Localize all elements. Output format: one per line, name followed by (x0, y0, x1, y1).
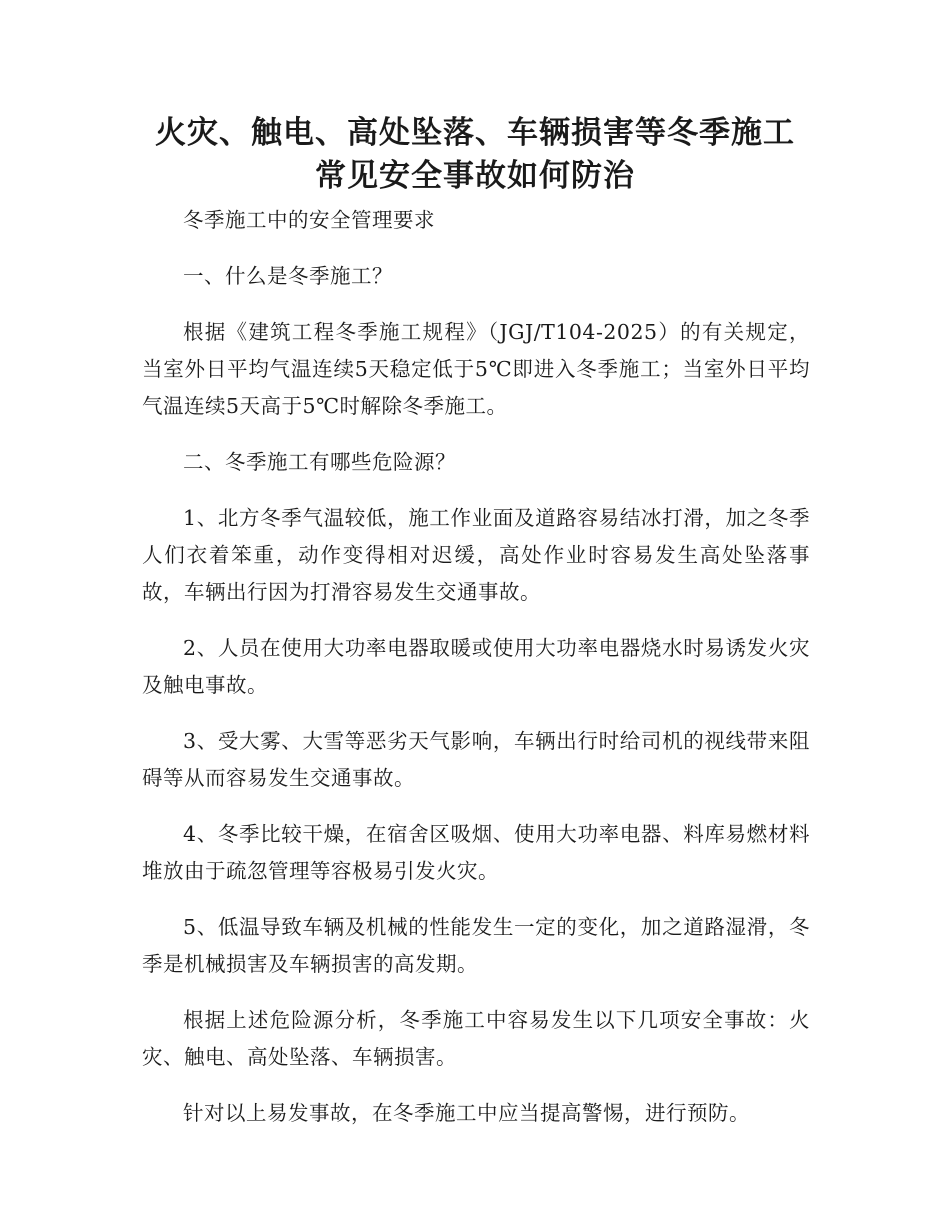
paragraph-analysis: 根据上述危险源分析，冬季施工中容易发生以下几项安全事故：火灾、触电、高处坠落、车辆损害。 (142, 1008, 810, 1069)
paragraph-hazard-3: 3、受大雾、大雪等恶劣天气影响，车辆出行时给司机的视线带来阻碍等从而容易发生交通事故。 (142, 729, 810, 790)
document-title: 火灾、触电、高处坠落、车辆损害等冬季施工常见安全事故如何防治 (155, 115, 795, 194)
paragraph-definition: 根据《建筑工程冬季施工规程》（JGJ/T104-2025）的有关规定，当室外日平均气温连续5天稳定低于5℃即进入冬季施工；当室外日平均气温连续5天高于5℃时解除冬季施工。 (142, 320, 810, 418)
paragraph-hazard-1: 1、北方冬季气温较低，施工作业面及道路容易结冰打滑，加之冬季人们衣着笨重，动作变得相对迟缓，高处作业时容易发生高处坠落事故，车辆出行因为打滑容易发生交通事故。 (142, 506, 810, 604)
paragraph-question-2: 二、冬季施工有哪些危险源？ (183, 450, 456, 474)
paragraph-hazard-2: 2、人员在使用大功率电器取暖或使用大功率电器烧水时易诱发火灾及触电事故。 (142, 636, 810, 697)
paragraph-conclusion: 针对以上易发事故，在冬季施工中应当提高警惕，进行预防。 (183, 1101, 750, 1125)
paragraph-question-1: 一、什么是冬季施工？ (183, 264, 393, 288)
document-body (142, 202, 810, 1151)
paragraph-hazard-4: 4、冬季比较干燥，在宿舍区吸烟、使用大功率电器、料库易燃材料堆放由于疏忽管理等容极易引发火灾。 (142, 822, 810, 883)
paragraph-hazard-5: 5、低温导致车辆及机械的性能发生一定的变化，加之道路湿滑，冬季是机械损害及车辆损害的高发期。 (142, 915, 810, 976)
paragraph-section-heading: 冬季施工中的安全管理要求 (183, 208, 435, 232)
